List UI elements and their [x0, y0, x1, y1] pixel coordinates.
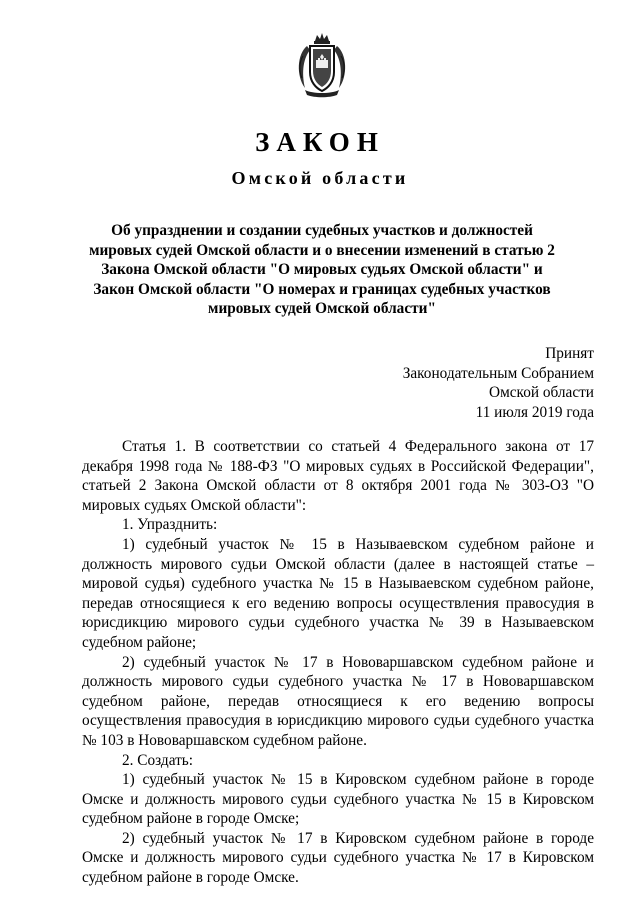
adoption-block [403, 344, 594, 422]
adoption-date: 11 июля 2019 года [475, 403, 594, 421]
law-heading: Об упразднении и создании судебных участков и должностей мировых судей Омской области и о внесении изменений в статью 2 Закона Омской области "О мировых судьях Омской области" и Закон Омской области "О номерах и границах судебных участков мировых судей Омской области" [89, 222, 555, 317]
create-clause: 2. Создать: [122, 751, 194, 769]
article-1-intro: Статья 1. В соответствии со статьей 4 Федерального закона от 17 декабря 1998 года № 188-ФЗ "О мировых судьях в Российской Федерации", статьей 2 Закона Омской области от 8 октября 2001 года № 303-ОЗ "О мировых судьях Омской области": [82, 438, 594, 514]
create-item-2: 2) судебный участок № 17 в Кировском судебном районе в городе Омске и должность мирового судьи судебного участка № 17 в Кировском судебном районе в городе Омске. [82, 829, 594, 887]
abolish-clause: 1. Упразднить: [122, 516, 218, 534]
region-subtitle: Омской области [231, 168, 409, 188]
coat-of-arms-icon [293, 32, 351, 98]
law-body [82, 437, 594, 888]
abolish-item-1: 1) судебный участок № 15 в Называевском судебном районе и должность мирового судьи Омской области (далее в настоящей статье – мировой судья) судебного участка № 15 в Называевском судебном районе, передав относящиеся к его ведению вопросы осуществления правосудия в юрисдикцию мирового судьи судебного участка № 39 в Называевском судебном районе; [82, 535, 594, 651]
adopted-by-assembly: Законодательным Собранием [402, 364, 594, 382]
abolish-item-2: 2) судебный участок № 17 в Нововаршавском судебном районе и должность мирового судьи судебного участка № 17 в Нововаршавском судебном районе, передав относящиеся к его ведению вопросы осуществления правосудия в юрисдикцию мирового судьи судебного участка № 103 в Нововаршавском судебном районе. [82, 653, 594, 749]
adopted-by-region: Омской области [489, 384, 594, 402]
create-item-1: 1) судебный участок № 15 в Кировском судебном районе в городе Омске и должность мирового судьи судебного участка № 15 в Кировском судебном районе в городе Омске; [82, 771, 594, 828]
adopted-label: Принят [545, 345, 594, 362]
law-title: ЗАКОН [255, 127, 385, 157]
